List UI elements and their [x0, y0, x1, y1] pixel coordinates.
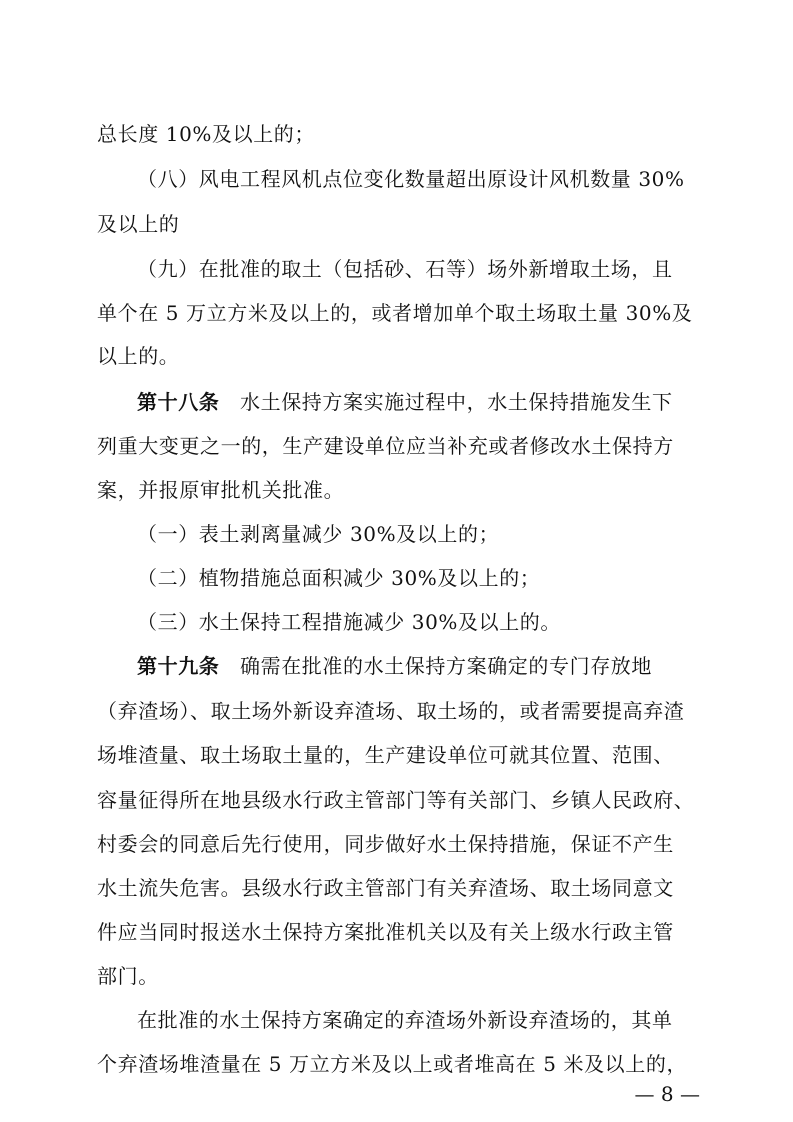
article-heading: 第十九条 [137, 654, 220, 678]
text-line: 单个在 5 万立方米及以上的，或者增加单个取土场取土量 30%及 [97, 301, 693, 325]
text-line: （三）水土保持工程措施减少 30%及以上的。 [137, 610, 562, 634]
article-text: 确需在批准的水土保持方案确定的专门存放地 [219, 654, 653, 678]
text-line: 在批准的水土保持方案确定的弃渣场外新设弃渣场的，其单 [137, 1008, 673, 1032]
text-line: （二）植物措施总面积减少 30%及以上的； [137, 566, 541, 590]
text-line: 以上的。 [97, 344, 180, 368]
text-line: 案，并报原审批机关批准。 [97, 478, 345, 502]
article-heading: 第十八条 [137, 390, 220, 414]
text-line: 个弃渣场堆渣量在 5 万立方米及以上或者堆高在 5 米及以上的， [97, 1052, 688, 1076]
text-line: 及以上的 [97, 212, 180, 236]
text-line: （八）风电工程风机点位变化数量超出原设计风机数量 30% [137, 167, 685, 191]
article-18-line [137, 388, 697, 416]
text-line: （九）在批准的取土（包括砂、石等）场外新增取土场，且 [137, 257, 673, 281]
text-line: 水土流失危害。县级水行政主管部门有关弃渣场、取土场同意文 [97, 876, 674, 900]
page-number: — 8 — [634, 1082, 700, 1106]
text-line: （一）表土剥离量减少 30%及以上的； [137, 522, 500, 546]
text-line: 场堆渣量、取土场取土量的，生产建设单位可就其位置、范围、 [97, 743, 674, 767]
text-line: 容量征得所在地县级水行政主管部门等有关部门、乡镇人民政府、 [97, 788, 695, 812]
text-line: 件应当同时报送水土保持方案批准机关以及有关上级水行政主管 [97, 920, 674, 944]
text-line: 总长度 10%及以上的； [97, 122, 316, 146]
text-line: 部门。 [97, 964, 159, 988]
text-line: 村委会的同意后先行使用，同步做好水土保持措施，保证不产生 [97, 832, 674, 856]
article-19-line [137, 652, 697, 680]
text-line: （弃渣场）、取土场外新设弃渣场、取土场的，或者需要提高弃渣 [97, 699, 685, 723]
text-line: 列重大变更之一的，生产建设单位应当补充或者修改水土保持方 [97, 434, 674, 458]
article-text: 水土保持方案实施过程中，水土保持措施发生下 [219, 390, 673, 414]
